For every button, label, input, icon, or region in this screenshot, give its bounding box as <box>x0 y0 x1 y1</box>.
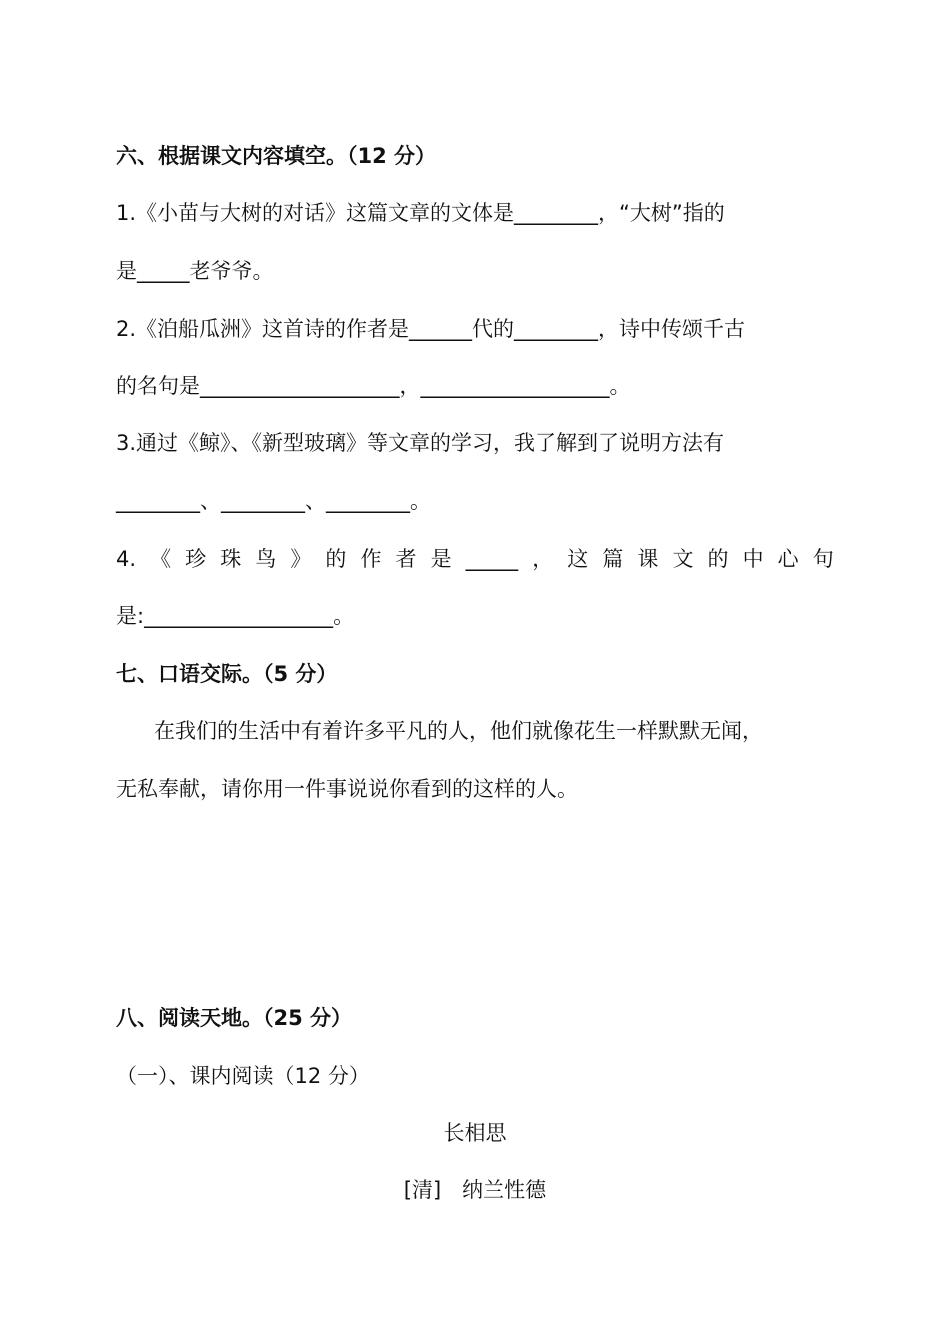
q4-char: 的 <box>325 547 347 571</box>
q4-char: 课 <box>637 547 659 571</box>
q4-char: 鸟 <box>255 547 277 571</box>
poem-title: 长相思 <box>443 1121 507 1145</box>
question-2-line-2: 的名句是___________________，__________________。 <box>116 374 631 398</box>
q4-char: 中 <box>742 547 764 571</box>
question-4-line-1 <box>116 544 834 574</box>
q4-char: 这 <box>567 547 589 571</box>
q4-char: 作 <box>360 547 382 571</box>
q4-char: 句 <box>812 547 834 571</box>
section-7-paragraph-line-1: 在我们的生活中有着许多平凡的人，他们就像花生一样默默无闻， <box>154 719 763 743</box>
q4-char: 的 <box>707 547 729 571</box>
q4-char: 是 <box>430 547 452 571</box>
q4-char: 者 <box>395 547 417 571</box>
q4-char: 心 <box>777 547 799 571</box>
question-3-line-2: ________、________、________。 <box>116 489 431 513</box>
section-7-heading: 七、口语交际。（5 分） <box>116 662 338 686</box>
q4-char: 珍 <box>185 547 207 571</box>
poem-author: [清] 纳兰性德 <box>403 1178 547 1202</box>
question-4-line-2: 是:__________________。 <box>116 604 355 628</box>
section-7-paragraph-line-2: 无私奉献，请你用一件事说说你看到的这样的人。 <box>116 777 578 801</box>
question-3-line-1: 3.通过《鲸》、《新型玻璃》等文章的学习，我了解到了说明方法有 <box>116 431 725 455</box>
q4-char: 《 <box>150 547 172 571</box>
question-1-line-2: 是_____老爷爷。 <box>116 259 274 283</box>
section-6-heading: 六、根据课文内容填空。（12 分） <box>116 144 437 168</box>
question-1-line-1: 1.《小苗与大树的对话》这篇文章的文体是________，“大树”指的 <box>116 201 725 225</box>
q4-char: 珠 <box>220 547 242 571</box>
q4-char: 》 <box>290 547 312 571</box>
q4-char: ， <box>532 547 554 571</box>
q4-char: 文 <box>672 547 694 571</box>
section-8-heading: 八、阅读天地。（25 分） <box>116 1006 353 1030</box>
q4-char: 篇 <box>602 547 624 571</box>
section-8-sub-heading: （一）、课内阅读（12 分） <box>116 1064 370 1088</box>
q4-char: 4. <box>116 547 137 571</box>
q4-blank: _____ <box>465 547 519 571</box>
question-2-line-1: 2.《泊船瓜洲》这首诗的作者是______代的________，诗中传颂千古 <box>116 317 746 341</box>
